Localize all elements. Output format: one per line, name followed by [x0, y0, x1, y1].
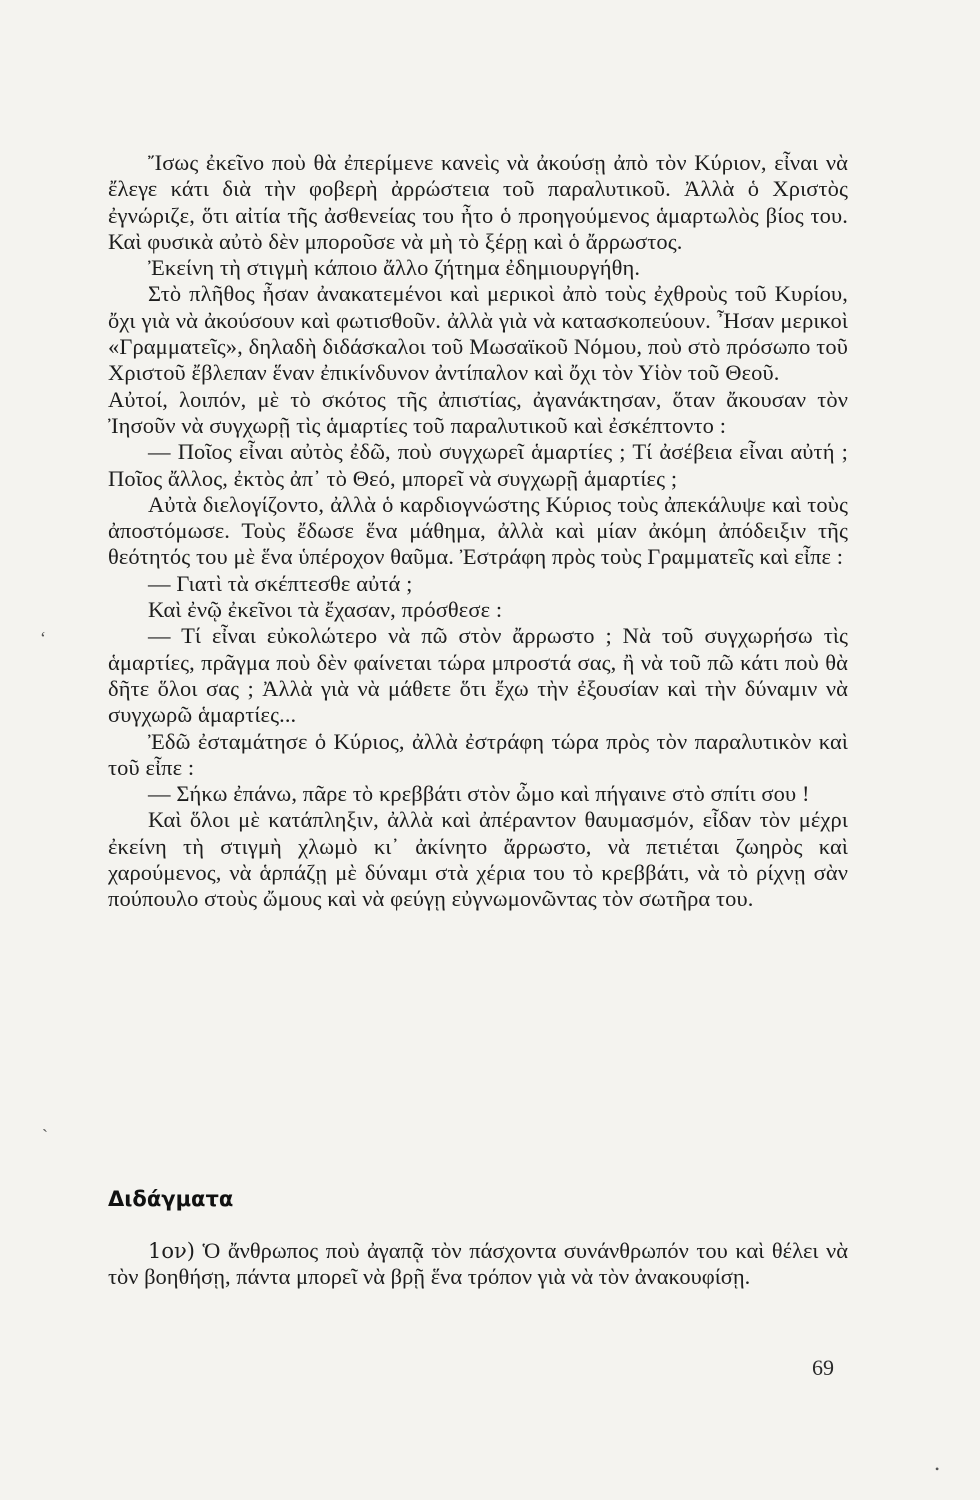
paragraph: Ἐκείνη τὴ στιγμὴ κάποιο ἄλλο ζήτημα ἐδημιουργήθη.: [148, 255, 641, 281]
paragraph: Καὶ ὅλοι μὲ κατάπληξιν, ἀλλὰ καὶ ἀπέραντον θαυμασμόν, εἶδαν τὸν μέχρι ἐκείνη τὴ στιγμὴ χλωμὸ κι᾿ ἀκίνητο ἄρρωστο, νὰ πετιέται ζωηρὸς καὶ χαρούμενος, νὰ ἁρπάζῃ μὲ δύναμι στὰ χέρια του τὸ κρεββάτι, νὰ τὸ ρίχνῃ σὰν πούπουλο στοὺς ὤμους καὶ νὰ φεύγῃ εὐγνωμονῶντας τὸν σωτῆρα του.: [108, 807, 848, 912]
paragraph: Αὐτοί, λοιπόν, μὲ τὸ σκότος τῆς ἀπιστίας, ἀγανάκτησαν, ὅταν ἄκουσαν τὸν Ἰησοῦν νὰ συγχωρῇ τὶς ἁμαρτίες τοῦ παραλυτικοῦ καὶ ἐσκέπτοντο :: [108, 386, 848, 438]
lesson-number: 1ον): [148, 1239, 195, 1263]
paragraph: — Σήκω ἐπάνω, πᾶρε τὸ κρεββάτι στὸν ὦμο καὶ πήγαινε στὸ σπίτι σου !: [148, 781, 810, 807]
story-text: [108, 150, 848, 913]
paragraph: — Γιατὶ τὰ σκέπτεσθε αὐτά ;: [148, 570, 413, 596]
margin-mark: •: [935, 1462, 940, 1476]
paragraph: Ἐδῶ ἐσταμάτησε ὁ Κύριος, ἀλλὰ ἐστράφη τώρα πρὸς τὸν παραλυτικὸν καὶ τοῦ εἶπε :: [108, 728, 848, 780]
margin-mark: ˏ: [42, 1112, 48, 1132]
page-number: 69: [812, 1355, 834, 1380]
paragraph: — Τί εἶναι εὐκολώτερο νὰ πῶ στὸν ἄρρωστο ; Νὰ τοῦ συγχωρήσω τὶς ἁμαρτίες, πρᾶγμα ποὺ δὲν φαίνεται τώρα μπροστά σας, ἢ νὰ τοῦ πῶ κάτι ποὺ θὰ δῆτε ὅλοι σας ; Ἀλλὰ γιὰ νὰ μάθετε ὅτι ἔχω τὴν ἐξουσίαν καὶ τὴν δύναμιν νὰ συγχωρῶ ἁμαρτίες...: [108, 623, 848, 728]
paragraph: Στὸ πλῆθος ἦσαν ἀνακατεμένοι καὶ μερικοὶ ἀπὸ τοὺς ἐχθροὺς τοῦ Κυρίου, ὄχι γιὰ νὰ ἀκούσουν καὶ φωτισθοῦν. ἀλλὰ γιὰ νὰ κατασκοπεύουν. Ἦσαν μερικοὶ «Γραμματεῖς», δηλαδὴ διδάσκαλοι τοῦ Μωσαϊκοῦ Νόμου, ποὺ στὸ πρόσωπο τοῦ Χριστοῦ ἔβλεπαν ἕναν ἐπικίνδυνον ἀντίπαλον καὶ ὄχι τὸν Υἱὸν τοῦ Θεοῦ.: [108, 281, 848, 386]
paragraph: — Ποῖος εἶναι αὐτὸς ἐδῶ, ποὺ συγχωρεῖ ἁμαρτίες ; Τί ἀσέβεια εἶναι αὐτή ; Ποῖος ἄλλος, ἐκτὸς ἀπ᾿ τὸ Θεό, μπορεῖ νὰ συγχωρῇ ἁμαρτίες ;: [108, 439, 848, 491]
lesson-text: Ὁ ἄνθρωπος ποὺ ἀγαπᾷ τὸν πάσχοντα συνάνθρωπόν του καὶ θέλει νὰ τὸν βοηθήσῃ, πάντα μπορεῖ νὰ βρῇ ἕνα τρόπον γιὰ νὰ τὸν ἀνακουφίσῃ.: [108, 1238, 848, 1290]
lesson-paragraph: [108, 1238, 848, 1291]
paragraph: Ἴσως ἐκεῖνο ποὺ θὰ ἐπερίμενε κανεὶς νὰ ἀκούσῃ ἀπὸ τὸν Κύριον, εἶναι νὰ ἔλεγε κάτι διὰ τὴν φοβερὴ ἀρρώστεια τοῦ παραλυτικοῦ. Ἀλλὰ ὁ Χριστὸς ἐγνώριζε, ὅτι αἰτία τῆς ἀσθενείας του ἦτο ὁ προηγούμενος ἁμαρτωλὸς βίος του. Καὶ φυσικὰ αὐτὸ δὲν μποροῦσε νὰ μὴ τὸ ξέρῃ καὶ ὁ ἄρρωστος.: [108, 150, 848, 254]
margin-mark: ‘: [40, 628, 46, 648]
paragraph: Αὐτὰ διελογίζοντο, ἀλλὰ ὁ καρδιογνώστης Κύριος τοὺς ἀπεκάλυψε καὶ τοὺς ἀποστόμωσε. Τοὺς ἔδωσε ἕνα μάθημα, ἀλλὰ καὶ μίαν ἀκόμη ἀπόδειξιν τῆς θεότητός του μὲ ἕνα ὑπέροχον θαῦμα. Ἐστράφη πρὸς τοὺς Γραμματεῖς καὶ εἶπε :: [108, 491, 848, 570]
paragraph: Καὶ ἐνῷ ἐκεῖνοι τὰ ἔχασαν, πρόσθεσε :: [148, 597, 503, 623]
section-heading: Διδάγματα: [108, 1187, 234, 1211]
